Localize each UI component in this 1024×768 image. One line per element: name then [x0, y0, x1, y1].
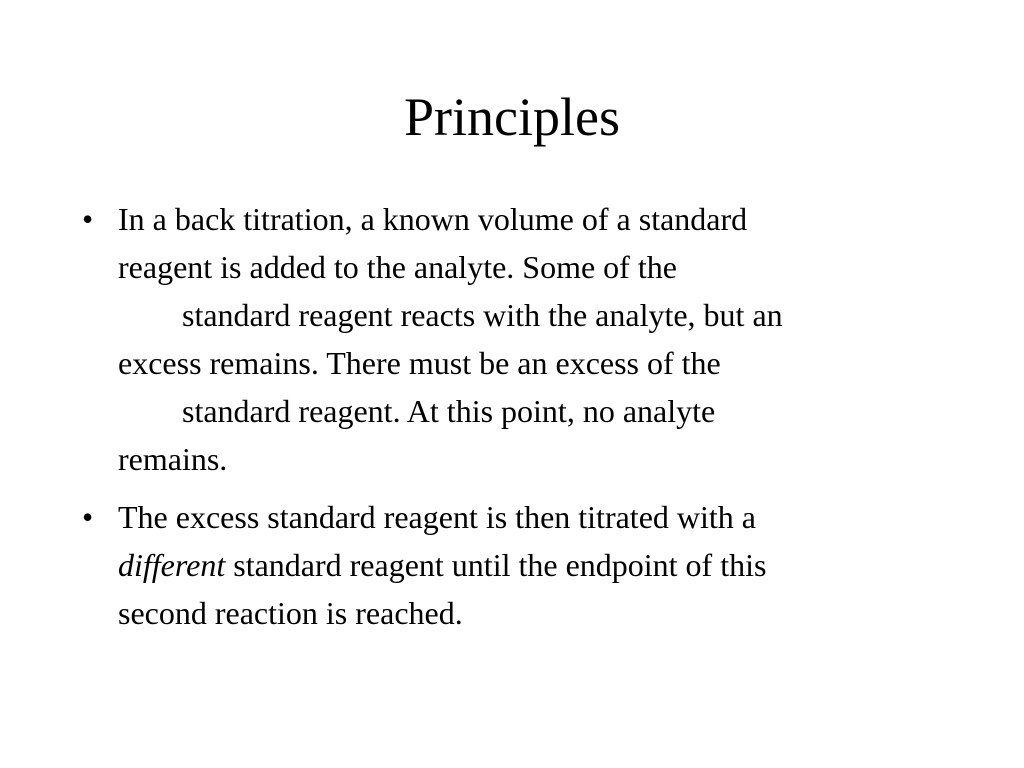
bullet-text-line: remains.	[118, 441, 228, 477]
bullet-icon: •	[82, 201, 94, 237]
bullet-text-line-mixed	[118, 541, 962, 589]
slide-title: Principles	[404, 87, 620, 147]
bullet-list	[82, 195, 962, 637]
bullet-text-line: excess remains. There must be an excess of the	[118, 345, 721, 381]
italic-emphasis: different	[118, 547, 226, 583]
bullet-text-line: The excess standard reagent is then titrated with a	[118, 499, 756, 535]
bullet-icon: •	[82, 499, 94, 535]
bullet-text-segment: standard reagent until the endpoint of this	[233, 547, 767, 583]
bullet-item-excess-reagent	[82, 493, 962, 637]
bullet-text-line: reagent is added to the analyte. Some of the	[118, 249, 677, 285]
bullet-text-line: standard reagent. At this point, no analyte	[182, 393, 716, 429]
bullet-text-line: In a back titration, a known volume of a standard	[118, 201, 748, 237]
bullet-item-back-titration	[82, 195, 962, 483]
bullet-text-line: standard reagent reacts with the analyte, but an	[182, 297, 783, 333]
bullet-text-line: second reaction is reached.	[118, 595, 463, 631]
